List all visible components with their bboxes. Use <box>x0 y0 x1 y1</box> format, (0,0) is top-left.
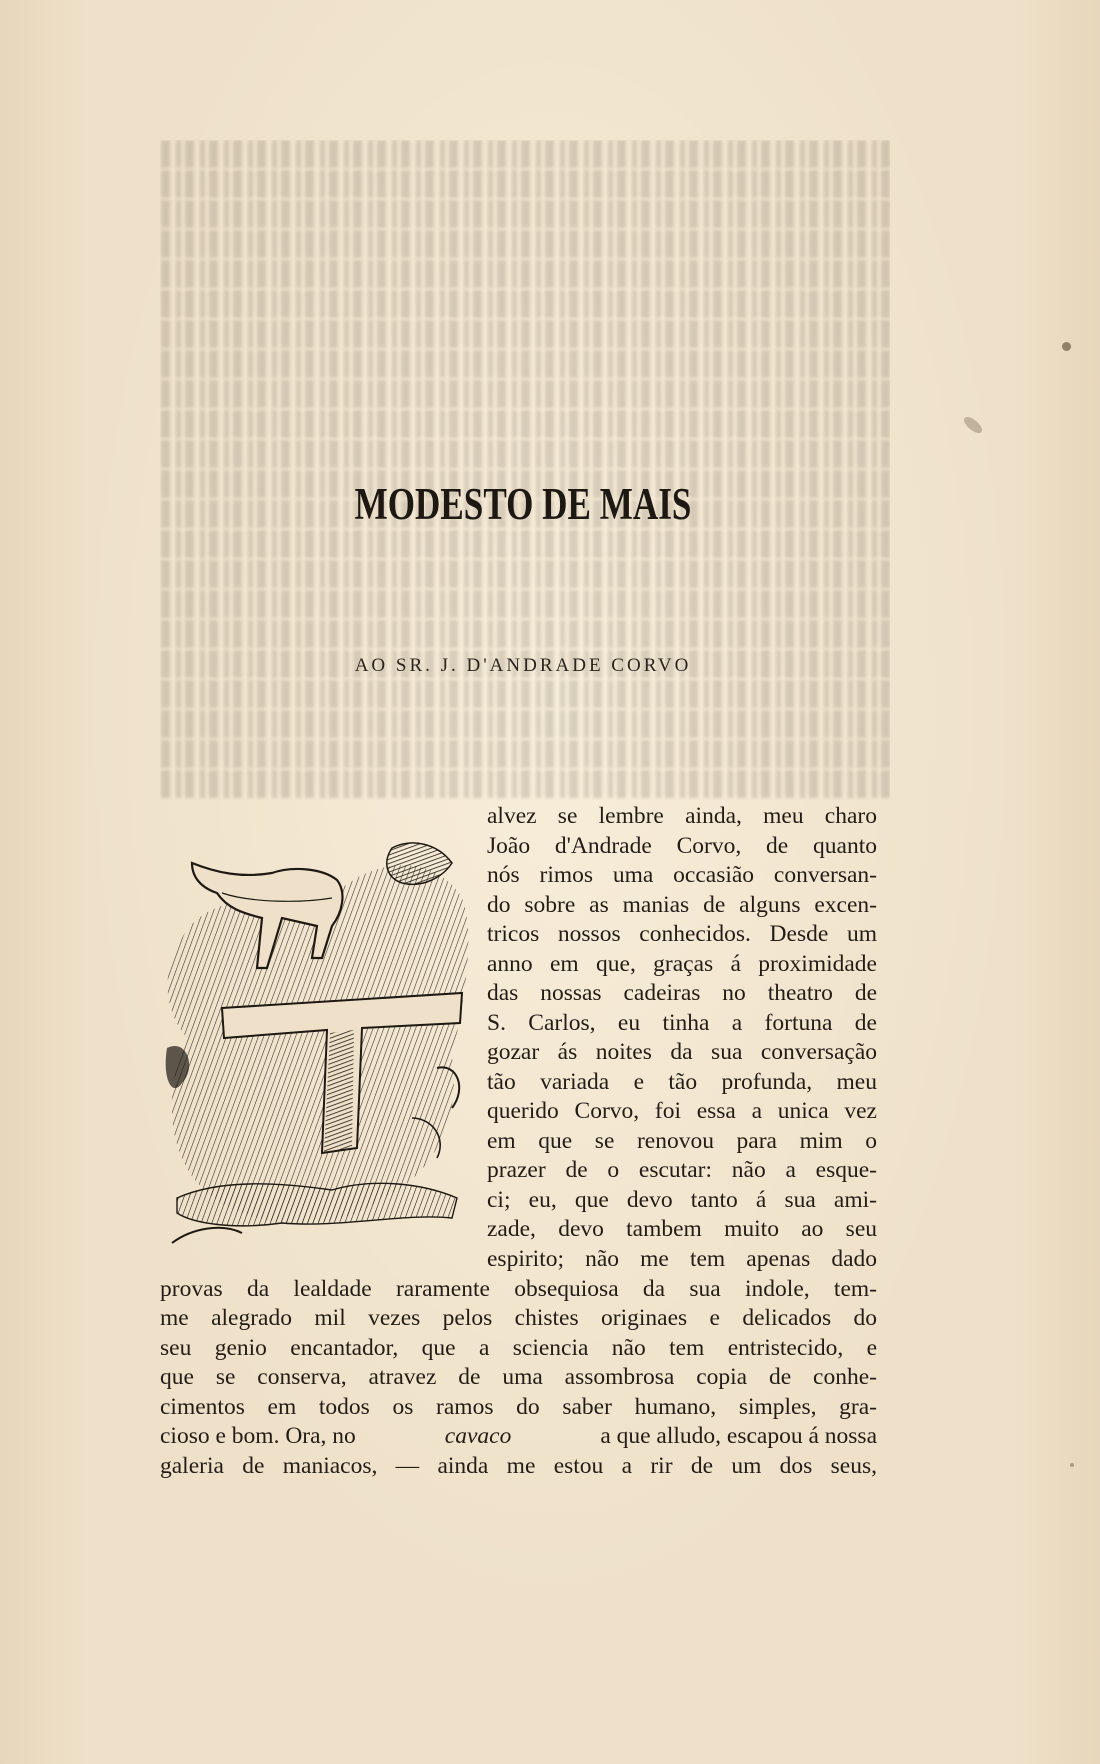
woodcut-illustration <box>162 818 472 1258</box>
paper-stain <box>1070 1463 1074 1467</box>
article-dedication: AO SR. J. D'ANDRADE CORVO <box>354 655 692 676</box>
paper-stain <box>1062 342 1071 351</box>
text-line: em que se renovou para mim o <box>487 1128 877 1154</box>
text-line: ci; eu, que devo tanto á sua ami- <box>487 1187 877 1213</box>
text-line: seu genio encantador, que a sciencia não tem entristecido, e <box>160 1335 877 1361</box>
text-line: me alegrado mil vezes pelos chistes originaes e delicados do <box>160 1305 877 1331</box>
text-line: tão variada e tão profunda, meu <box>487 1069 877 1095</box>
text-segment: cioso e bom. Ora, no <box>160 1423 356 1449</box>
text-segment: a que alludo, escapou á nossa <box>600 1423 877 1449</box>
text-line-mixed <box>160 1422 877 1451</box>
bleed-through-text <box>160 140 890 800</box>
text-line: João d'Andrade Corvo, de quanto <box>487 833 877 859</box>
text-line: que se conserva, atravez de uma assombrosa copia de conhe- <box>160 1364 877 1390</box>
italic-word: cavaco <box>444 1423 512 1449</box>
text-line: anno em que, graças á proximidade <box>487 951 877 977</box>
text-line: provas da lealdade raramente obsequiosa da sua indole, tem- <box>160 1276 877 1302</box>
text-line: tricos nossos conhecidos. Desde um <box>487 921 877 947</box>
paper-stain <box>961 414 984 436</box>
text-line: cimentos em todos os ramos do saber humano, simples, gra- <box>160 1394 877 1420</box>
text-line: prazer de o escutar: não a esque- <box>487 1157 877 1183</box>
text-line: espirito; não me tem apenas dado <box>487 1246 877 1272</box>
article-title: MODESTO DE MAIS <box>354 479 692 529</box>
text-line: gozar ás noites da sua conversação <box>487 1039 877 1065</box>
text-line: zade, devo tambem muito ao seu <box>487 1216 877 1242</box>
text-line: querido Corvo, foi essa a unica vez <box>487 1098 877 1124</box>
text-line: galeria de maniacos, — ainda me estou a rir de um dos seus, <box>160 1453 877 1479</box>
text-line: alvez se lembre ainda, meu charo <box>487 803 877 829</box>
text-line: das nossas cadeiras no theatro de <box>487 980 877 1006</box>
text-line: nós rimos uma occasião conversan- <box>487 862 877 888</box>
text-line: do sobre as manias de alguns excen- <box>487 892 877 918</box>
text-line: S. Carlos, eu tinha a fortuna de <box>487 1010 877 1036</box>
